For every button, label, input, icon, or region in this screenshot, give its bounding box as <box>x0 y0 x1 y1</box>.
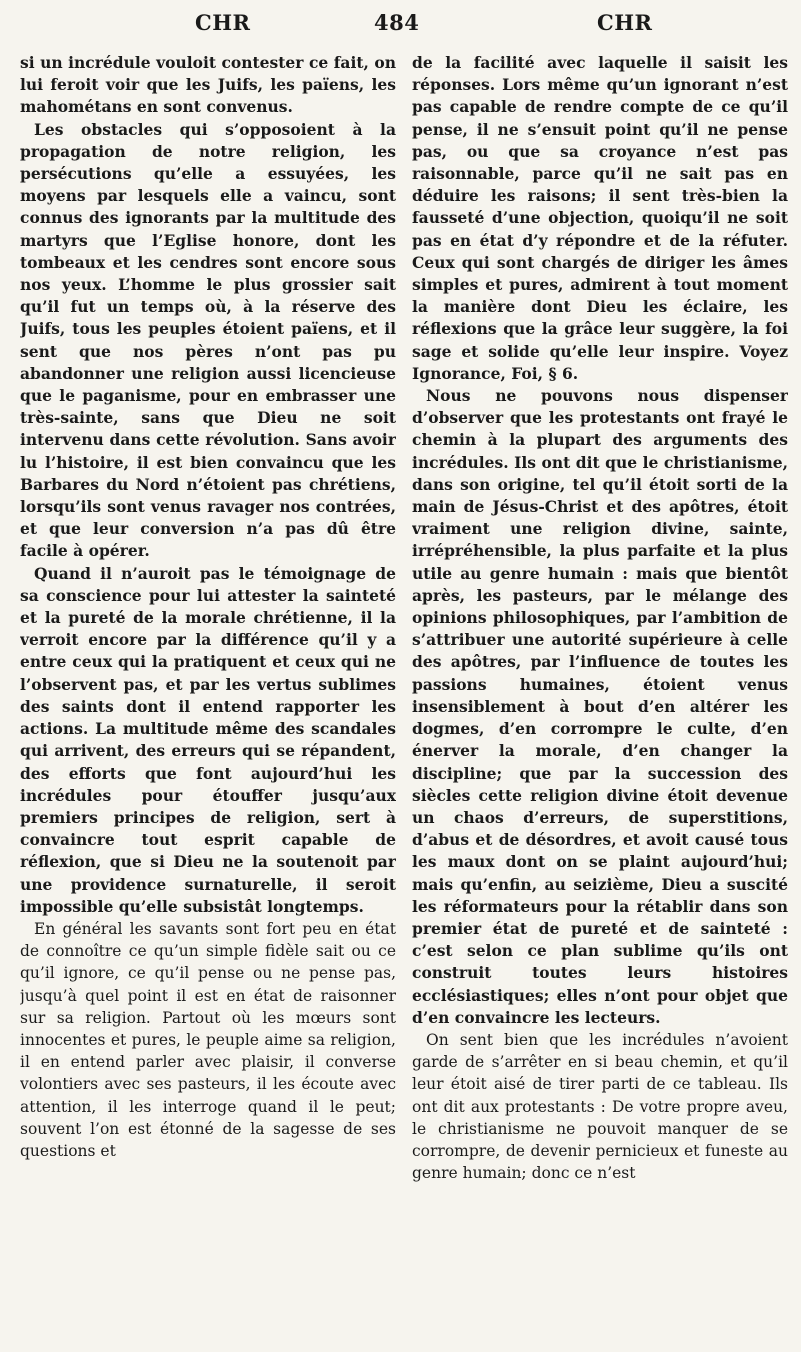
left-column <box>20 52 396 1344</box>
right-column <box>412 52 788 1344</box>
paragraph: si un incrédule vouloit contester ce fait, on lui feroit voir que les Juifs, les païens, les mahométans en sont convenus. <box>20 53 396 117</box>
paragraph: Nous ne pouvons nous dispenser d’observer que les protestants ont frayé le chemin à la plupart des arguments des incrédules. Ils ont dit que le christianisme, dans son origine, tel qu’il étoit sorti de la main de Jésus-Christ et des apôtres, étoit vraiment une religion divine, sainte, irrépréhensible, la plus parfaite et la plus utile au genre humain : mais que bientôt après, les pasteurs, par le mélange des opinions philosophiques, par l’ambition de s’attribuer une autorité supérieure à celle des apôtres, par l’influence de toutes les passions humaines, étoient venus insensiblement à bout d’en altérer les dogmes, d’en corrompre le culte, d’en énerver la morale, d’en changer la discipline; que par la succession des siècles cette religion divine étoit devenue un chaos d’erreurs, de superstitions, d’abus et de désordres, et avoit causé tous les maux dont on se plaint aujourd’hui; mais qu’enfin, au seizième, Dieu a suscité les réformateurs pour la rétablir dans son premier état de pureté et de sainteté : c’est selon ce plan sublime qu’ils ont construit toutes leurs histoires ecclésiastiques; elles n’ont pour objet que d’en convaincre les lecteurs. <box>412 386 788 1027</box>
paragraph: de la facilité avec laquelle il saisit les réponses. Lors même qu’un ignorant n’est pas capable de rendre compte de ce qu’il pense, il ne s’ensuit point qu’il ne pense pas, ou que sa croyance n’est pas raisonnable, parce qu’il ne sait pas en déduire les raisons; il sent très-bien la fausseté d’une objection, quoiqu’il ne soit pas en état d’y répondre et de la réfuter. Ceux qui sont chargés de diriger les âmes simples et pures, admirent à tout moment la manière dont Dieu les éclaire, les réflexions que la grâce leur suggère, la foi sage et solide qu’elle leur inspire. Voyez Ignorance, Foi, § 6. <box>412 53 788 383</box>
running-head-left: CHR <box>195 10 251 35</box>
paragraph: Quand il n’auroit pas le témoignage de sa conscience pour lui attester la sainteté et la pureté de la morale chrétienne, il la verroit encore par la différence qu’il y a entre ceux qui la pratiquent et ceux qui ne l’observent pas, et par les vertus sublimes des saints dont il entend rapporter les actions. La multitude même des scandales qui arrivent, des erreurs qui se répandent, des efforts que font aujourd’hui les incrédules pour étouffer jusqu’aux premiers principes de religion, sert à convaincre tout esprit capable de réflexion, que si Dieu ne la soutenoit par une providence surnaturelle, il seroit impossible qu’elle subsistât longtemps. <box>20 563 396 916</box>
paragraph: Les obstacles qui s’opposoient à la propagation de notre religion, les persécutions qu’elle a essuyées, les moyens par lesquels elle a vaincu, sont connus des ignorants par la multitude des martyrs que l’Eglise honore, dont les tombeaux et les cendres sont encore sous nos yeux. L’homme le plus grossier sait qu’il fut un temps où, à la réserve des Juifs, tous les peuples étoient païens, et il sent que nos pères n’ont pas pu abandonner une religion aussi licencieuse que le paganisme, pour en embrasser une très-sainte, sans que Dieu ne soit intervenu dans cette révolution. Sans avoir lu l’histoire, il est bien convaincu que les Barbares du Nord n’étoient pas chrétiens, lorsqu’ils sont venus ravager nos contrées, et que leur conversion n’a pas dû être facile à opérer. <box>20 119 396 561</box>
paragraph: En général les savants sont fort peu en état de connoître ce qu’un simple fidèle sait ou ce qu’il ignore, ce qu’il pense ou ne pense pas, jusqu’à quel point il est en état de raisonner sur sa religion. Partout où les mœurs sont innocentes et pures, le peuple aime sa religion, il en entend parler avec plaisir, il converse volontiers avec ses pasteurs, il les écoute avec attention, il les interroge quand il le peut; souvent l’on est étonné de la sagesse de ses questions et <box>20 919 396 1160</box>
paragraph: On sent bien que les incrédules n’avoient garde de s’arrêter en si beau chemin, et qu’il leur étoit aisé de tirer parti de ce tableau. Ils ont dit aux protestants : De votre propre aveu, le christianisme ne pouvoit manquer de se corrompre, de devenir pernicieux et funeste au genre humain; donc ce n’est <box>412 1030 788 1183</box>
running-head <box>0 4 801 44</box>
running-head-right: CHR <box>597 10 653 35</box>
page-number: 484 <box>374 10 420 35</box>
